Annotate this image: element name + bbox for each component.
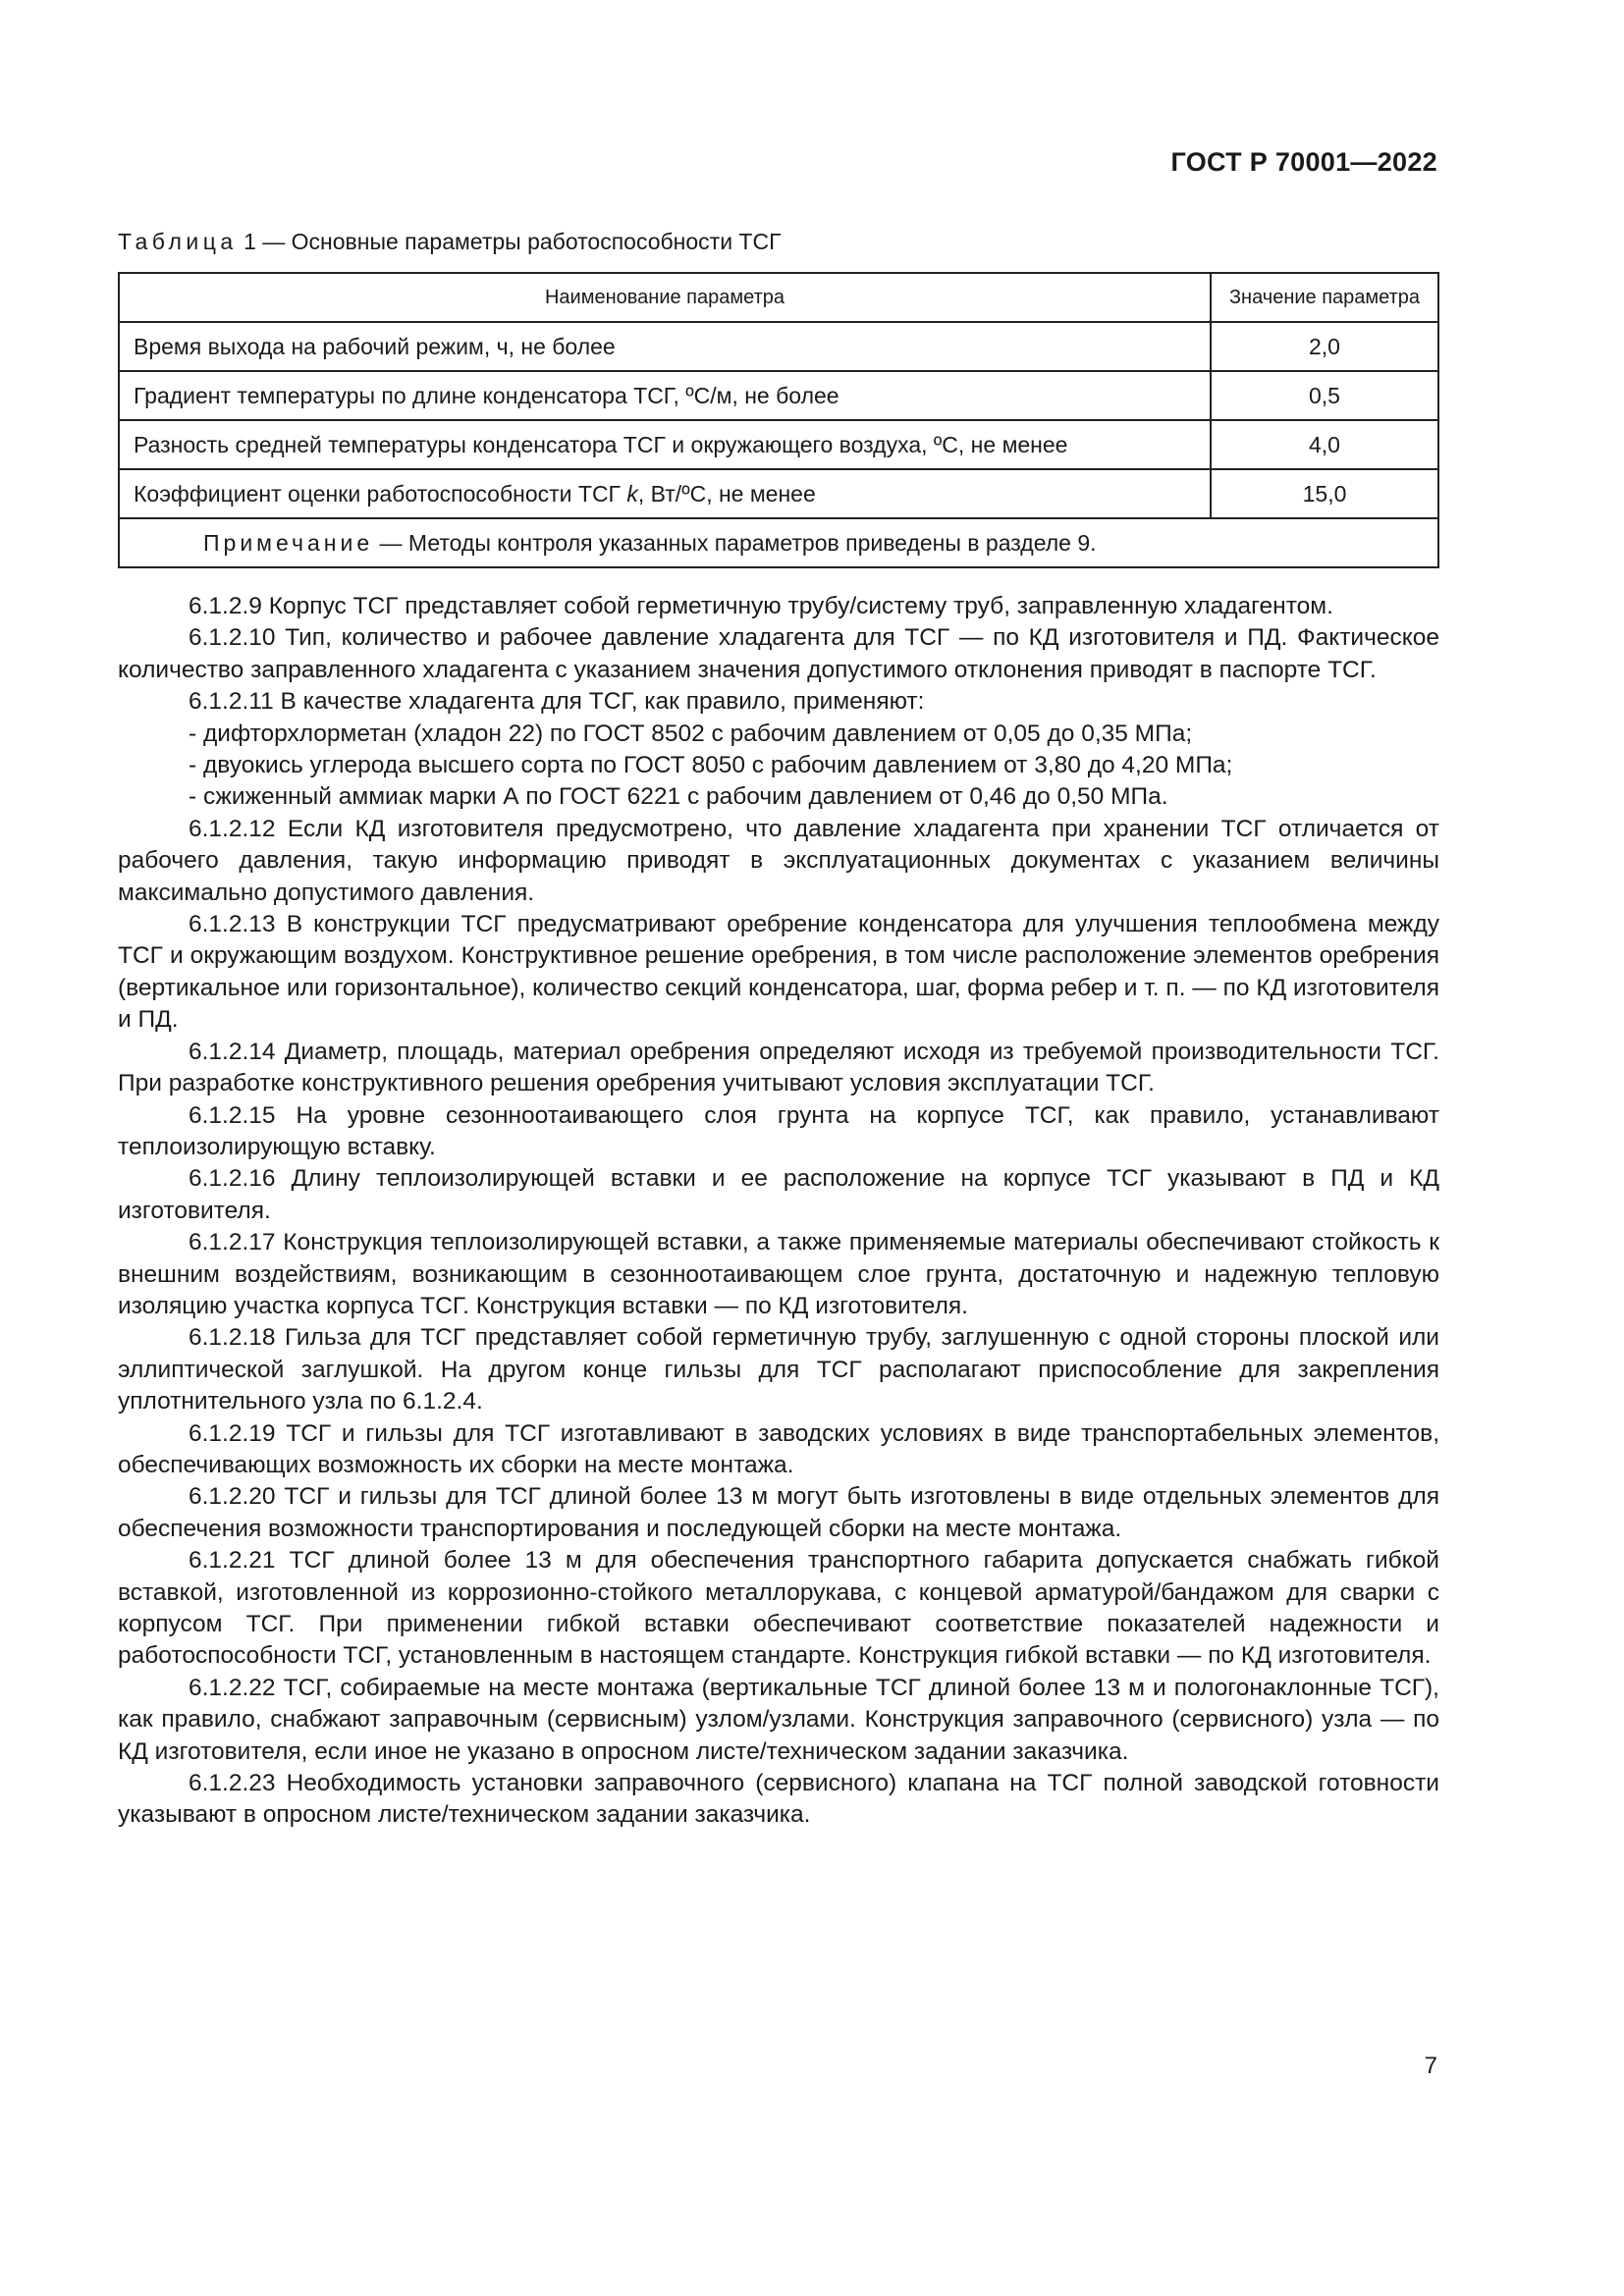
column-header-name: Наименование параметра xyxy=(119,273,1211,322)
param-value: 0,5 xyxy=(1211,371,1438,420)
param-value: 15,0 xyxy=(1211,469,1438,518)
param-value: 2,0 xyxy=(1211,322,1438,371)
table-row xyxy=(119,420,1438,469)
table-row xyxy=(119,469,1438,518)
list-item: - двуокись углерода высшего сорта по ГОСТ 8050 с рабочим давлением от 3,80 до 4,20 МПа; xyxy=(189,752,1233,779)
table-header-row xyxy=(119,273,1438,322)
table-caption-label: Таблица xyxy=(118,229,238,254)
paragraph-6-1-2-15: 6.1.2.15 На уровне сезонноотаивающего слоя грунта на корпусе ТСГ, как правило, устанавливают теплоизолирующую вставку. xyxy=(118,1101,1439,1160)
note-label: Примечание xyxy=(203,529,374,556)
paragraph-6-1-2-10: 6.1.2.10 Тип, количество и рабочее давление хладагента для ТСГ — по КД изготовителя и ПД. Фактическое количество заправленного хладагента с указанием значения допустимого отклонения приводят в паспорте ТСГ. xyxy=(118,624,1439,683)
paragraph-6-1-2-17: 6.1.2.17 Конструкция теплоизолирующей вставки, а также применяемые материалы обеспечивают стойкость к внешним воздействиям, возникающим в сезонноотаивающем слое грунта, достаточную и надежную тепловую изоляцию участка корпуса ТСГ. Конструкция вставки — по КД изготовителя. xyxy=(118,1229,1439,1319)
table-note xyxy=(119,518,1438,567)
document-body xyxy=(118,591,1439,1832)
parameters-table xyxy=(118,272,1439,568)
param-symbol-k: k xyxy=(626,480,638,507)
paragraph-6-1-2-11: 6.1.2.11 В качестве хладагента для ТСГ, как правило, применяют: xyxy=(189,688,925,716)
param-name-suffix: , Вт/ºС, не менее xyxy=(637,480,816,507)
paragraph-6-1-2-19: 6.1.2.19 ТСГ и гильзы для ТСГ изготавливают в заводских условиях в виде транспортабельных элементов, обеспечивающих возможность их сборки на месте монтажа. xyxy=(118,1419,1439,1478)
table-caption-text: 1 — Основные параметры работоспособности ТСГ xyxy=(244,229,782,254)
param-name xyxy=(119,469,1211,518)
paragraph-6-1-2-9: 6.1.2.9 Корпус ТСГ представляет собой герметичную трубу/систему труб, заправленную хладагентом. xyxy=(189,593,1333,619)
paragraph-6-1-2-20: 6.1.2.20 ТСГ и гильзы для ТСГ длиной более 13 м могут быть изготовлены в виде отдельных элементов для обеспечения возможности транспортирования и последующей сборки на месте монтажа. xyxy=(118,1483,1439,1542)
paragraph-6-1-2-16: 6.1.2.16 Длину теплоизолирующей вставки и ее расположение на корпусе ТСГ указывают в ПД и КД изготовителя. xyxy=(118,1165,1439,1224)
column-header-value: Значение параметра xyxy=(1211,273,1438,322)
page-number: 7 xyxy=(1424,2053,1437,2079)
list-item: - дифторхлорметан (хладон 22) по ГОСТ 8502 с рабочим давлением от 0,05 до 0,35 МПа; xyxy=(189,720,1193,747)
table-note-row xyxy=(119,518,1438,567)
paragraph-6-1-2-23: 6.1.2.23 Необходимость установки заправочного (сервисного) клапана на ТСГ полной заводской готовности указывают в опросном листе/техническом задании заказчика. xyxy=(118,1770,1439,1829)
param-name: Разность средней температуры конденсатора ТСГ и окружающего воздуха, ºС, не менее xyxy=(119,420,1211,469)
paragraph-6-1-2-14: 6.1.2.14 Диаметр, площадь, материал оребрения определяют исходя из требуемой производительности ТСГ. При разработке конструктивного решения оребрения учитывают условия эксплуатации ТСГ. xyxy=(118,1038,1439,1097)
param-value: 4,0 xyxy=(1211,420,1438,469)
paragraph-6-1-2-21: 6.1.2.21 ТСГ длиной более 13 м для обеспечения транспортного габарита допускается снабжать гибкой вставкой, изготовленной из коррозионно-стойкого металлорукава, с концевой арматурой/бандажом для сварки с корпусом ТСГ. При применении гибкой вставки обеспечивают соответствие показателей надежности и работоспособности ТСГ, установленным в настоящем стандарте. Конструкция гибкой вставки — по КД изготовителя. xyxy=(118,1547,1439,1670)
param-name-prefix: Коэффициент оценки работоспособности ТСГ xyxy=(134,480,627,507)
param-name: Градиент температуры по длине конденсатора ТСГ, ºС/м, не более xyxy=(119,371,1211,420)
paragraph-6-1-2-18: 6.1.2.18 Гильза для ТСГ представляет собой герметичную трубу, заглушенную с одной стороны плоской или эллиптической заглушкой. На другом конце гильзы для ТСГ располагают приспособление для закрепления уплотнительного узла по 6.1.2.4. xyxy=(118,1324,1439,1415)
table-caption xyxy=(118,229,782,255)
document-code: ГОСТ Р 70001—2022 xyxy=(1170,147,1437,177)
param-name: Время выхода на рабочий режим, ч, не более xyxy=(119,322,1211,371)
list-item: - сжиженный аммиак марки А по ГОСТ 6221 с рабочим давлением от 0,46 до 0,50 МПа. xyxy=(189,783,1168,811)
note-text: — Методы контроля указанных параметров приведены в разделе 9. xyxy=(373,529,1097,556)
table-row xyxy=(119,322,1438,371)
paragraph-6-1-2-12: 6.1.2.12 Если КД изготовителя предусмотрено, что давление хладагента при хранении ТСГ отличается от рабочего давления, такую информацию приводят в эксплуатационных документах с указанием величины максимально допустимого давления. xyxy=(118,815,1439,906)
paragraph-6-1-2-13: 6.1.2.13 В конструкции ТСГ предусматривают оребрение конденсатора для улучшения теплообмена между ТСГ и окружающим воздухом. Конструктивное решение оребрения, в том числе расположение элементов оребрения (вертикальное или горизонтальное), количество секций конденсатора, шаг, форма ребер и т. п. — по КД изготовителя и ПД. xyxy=(118,911,1439,1034)
paragraph-6-1-2-22: 6.1.2.22 ТСГ, собираемые на месте монтажа (вертикальные ТСГ длиной более 13 м и пологонаклонные ТСГ), как правило, снабжают заправочным (сервисным) узлом/узлами. Конструкция заправочного (сервисного) узла — по КД изготовителя, если иное не указано в опросном листе/техническом задании заказчика. xyxy=(118,1674,1439,1765)
table-row xyxy=(119,371,1438,420)
